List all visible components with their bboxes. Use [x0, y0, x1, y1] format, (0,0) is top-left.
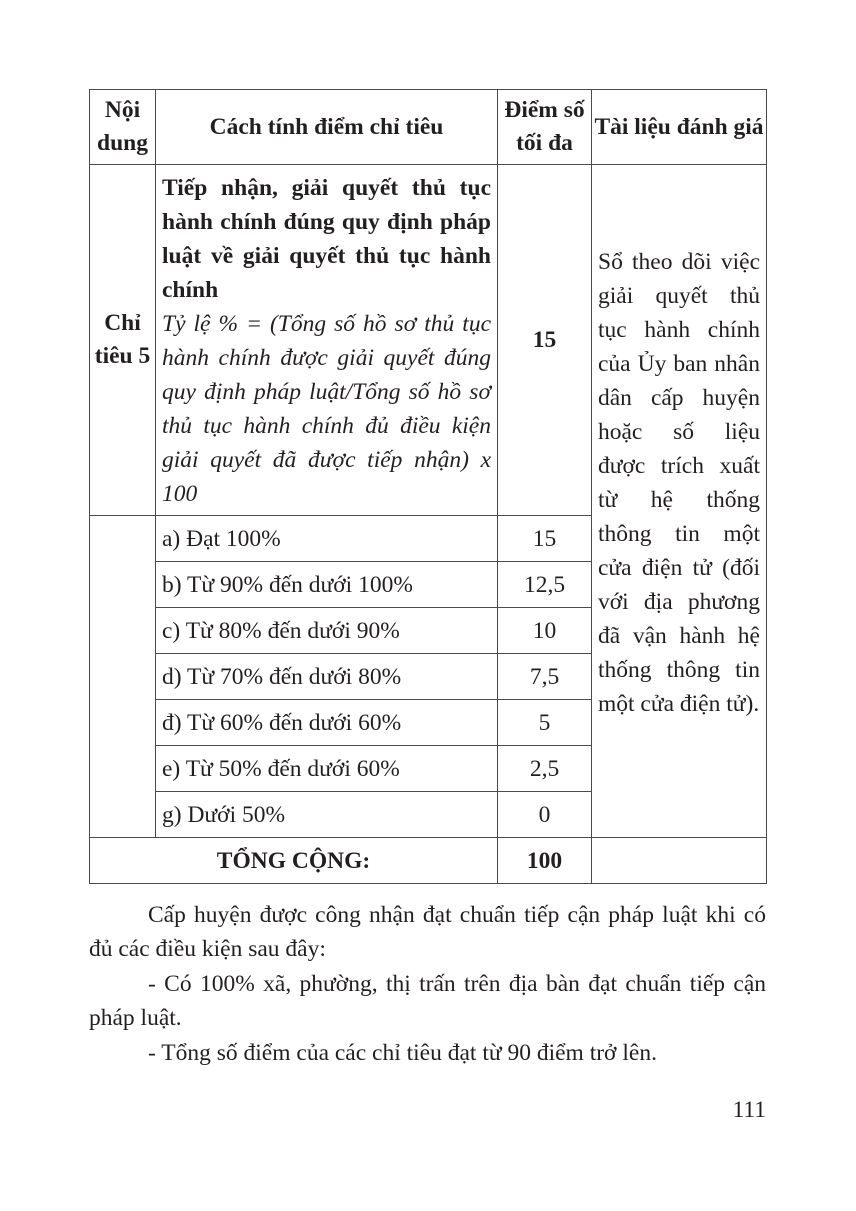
option-score: 0	[498, 792, 592, 838]
total-label: TỔNG CỘNG:	[90, 838, 498, 884]
total-row	[90, 838, 767, 884]
header-documents: Tài liệu đánh giá	[592, 90, 767, 165]
criterion-row	[90, 165, 767, 516]
option-label: g) Dưới 50%	[156, 792, 498, 838]
header-content: Nội dung	[90, 90, 156, 165]
criterion-formula: Tỷ lệ % = (Tổng số hồ sơ thủ tục hành chính được giải quyết đúng quy định pháp luật/Tổng số hồ sơ thủ tục hành chính đủ điều kiện giải quyết đã được tiếp nhận) x 100	[162, 311, 491, 507]
total-score: 100	[498, 838, 592, 884]
criterion-max-score: 15	[498, 165, 592, 516]
option-label: a) Đạt 100%	[156, 516, 498, 562]
criteria-table	[89, 89, 767, 884]
option-score: 5	[498, 700, 592, 746]
option-label: e) Từ 50% đến dưới 60%	[156, 746, 498, 792]
empty-cell	[90, 516, 156, 838]
header-method: Cách tính điểm chỉ tiêu	[156, 90, 498, 165]
paragraph-condition-2: - Tổng số điểm của các chỉ tiêu đạt từ 90 điểm trở lên.	[148, 1040, 657, 1066]
paragraph-recognition-conditions: Cấp huyện được công nhận đạt chuẩn tiếp cận pháp luật khi có đủ các điều kiện sau đây:	[89, 902, 766, 962]
table-header-row	[90, 90, 767, 165]
empty-cell	[592, 838, 767, 884]
option-label: d) Từ 70% đến dưới 80%	[156, 654, 498, 700]
header-max-score: Điểm số tối đa	[498, 90, 592, 165]
option-label: c) Từ 80% đến dưới 90%	[156, 608, 498, 654]
option-score: 2,5	[498, 746, 592, 792]
option-label: b) Từ 90% đến dưới 100%	[156, 562, 498, 608]
option-score: 10	[498, 608, 592, 654]
option-label: đ) Từ 60% đến dưới 60%	[156, 700, 498, 746]
option-score: 12,5	[498, 562, 592, 608]
option-score: 7,5	[498, 654, 592, 700]
criterion-description	[156, 165, 498, 516]
evaluation-documents: Sổ theo dõi việc giải quyết thủ tục hành chính của Ủy ban nhân dân cấp huyện hoặc số liệu được trích xuất từ hệ thống thông tin một cửa điện tử (đối với địa phương đã vận hành hệ thống thông tin một cửa điện tử).	[598, 249, 760, 717]
criterion-label: Chỉ tiêu 5	[90, 165, 156, 516]
page-number: 111	[732, 1097, 766, 1123]
option-score: 15	[498, 516, 592, 562]
paragraph-condition-1: - Có 100% xã, phường, thị trấn trên địa bàn đạt chuẩn tiếp cận pháp luật.	[89, 971, 766, 1031]
criterion-title: Tiếp nhận, giải quyết thủ tục hành chính đúng quy định pháp luật về giải quyết thủ tục hành chính	[162, 175, 491, 303]
evaluation-documents-cell	[592, 165, 767, 838]
